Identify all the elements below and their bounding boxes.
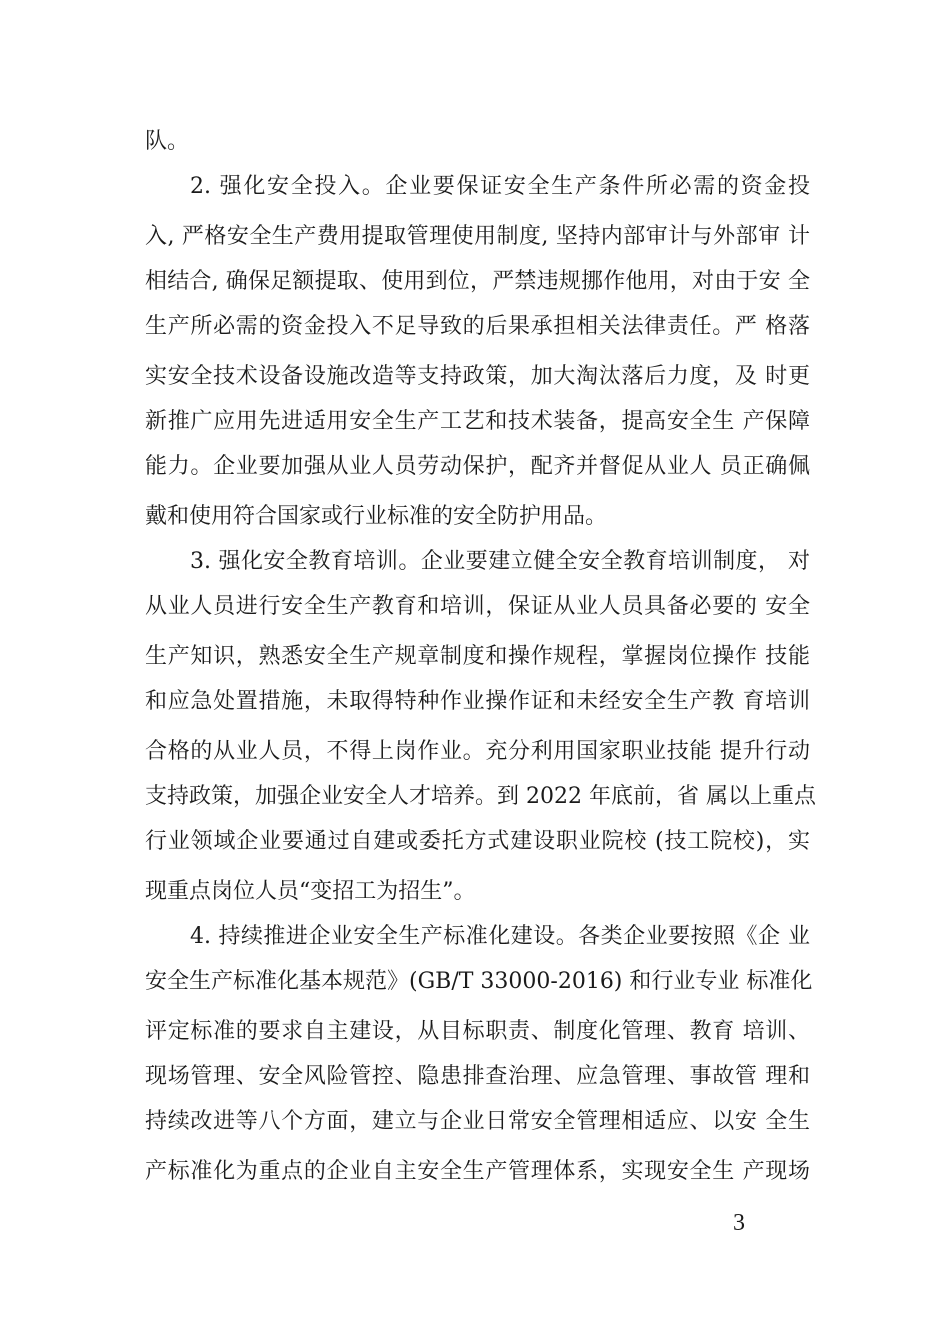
text-line: 实安全技术设备设施改造等支持政策，加大淘汰落后力度，及 时更 [145,364,810,389]
text-line: 戴和使用符合国家或行业标准的安全防护用品。 [145,504,608,529]
text-line: 评定标准的要求自主建设，从目标职责、制度化管理、教育 培训、 [145,1019,810,1044]
text-line: 产标准化为重点的企业自主安全生产管理体系，实现安全生 产现场 [145,1159,810,1184]
text-line: 支持政策，加强企业安全人才培养。到 2022 年底前，省 属以上重点 [145,784,816,809]
paragraph-3-line: 3. 强化安全教育培训。企业要建立健全安全教育培训制度， 对 [190,549,810,574]
text-line: 生产知识，熟悉安全生产规章制度和操作规程，掌握岗位操作 技能 [145,644,810,669]
text-line: 持续改进等八个方面，建立与企业日常安全管理相适应、以安 全生 [145,1109,810,1134]
text-line: 和应急处置措施，未取得特种作业操作证和未经安全生产教 育培训 [145,689,810,714]
text-line: 入, 严格安全生产费用提取管理使用制度, 坚持内部审计与外部审 计 [145,224,810,249]
text-line: 队。 [145,129,190,154]
text-line: 能力。企业要加强从业人员劳动保护，配齐并督促从业人 员正确佩 [145,454,810,479]
text-line: 现场管理、安全风险管控、隐患排查治理、应急管理、事故管 理和 [145,1064,810,1089]
text-line: 现重点岗位人员“变招工为招生”。 [145,879,476,904]
text-line: 安全生产标准化基本规范》(GB/T 33000-2016) 和行业专业 标准化 [145,969,813,994]
text-line: 合格的从业人员，不得上岗作业。充分利用国家职业技能 提升行动 [145,739,810,764]
text-line: 生产所必需的资金投入不足导致的后果承担相关法律责任。严 格落 [145,314,810,339]
paragraph-4-line: 4. 持续推进企业安全生产标准化建设。各类企业要按照《企 业 [190,924,810,949]
text-line: 从业人员进行安全生产教育和培训，保证从业人员具备必要的 安全 [145,594,810,619]
text-line: 行业领域企业要通过自建或委托方式建设职业院校 (技工院校)，实 [145,829,810,854]
page-number: 3 [733,1210,745,1236]
paragraph-2-line: 2. 强化安全投入。企业要保证安全生产条件所必需的资金投 [190,174,810,199]
text-line: 相结合, 确保足额提取、使用到位，严禁违规挪作他用，对由于安 全 [145,269,810,294]
text-line: 新推广应用先进适用安全生产工艺和技术装备，提高安全生 产保障 [145,409,810,434]
